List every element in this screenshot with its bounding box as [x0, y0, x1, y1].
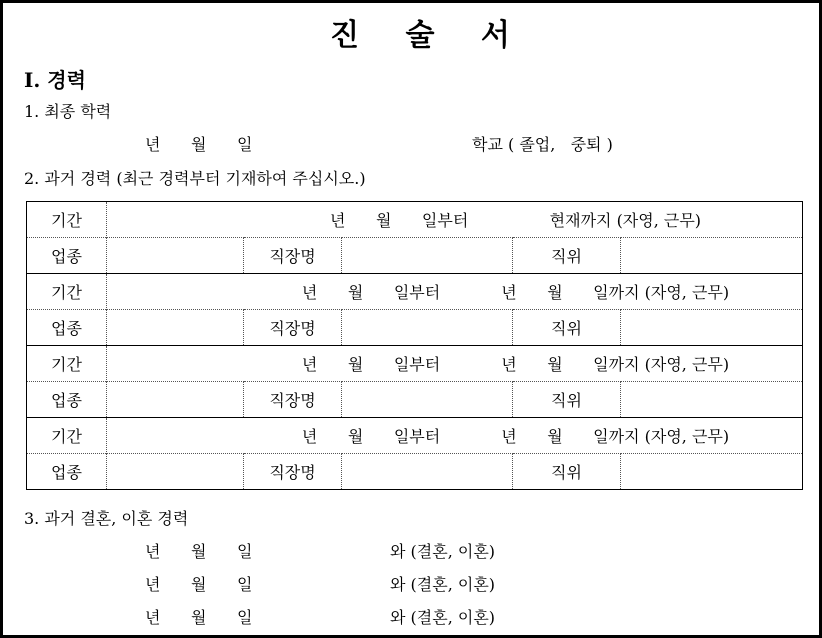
marriage-date-field[interactable]: 년 월 일	[145, 575, 253, 594]
education-school-field[interactable]: 학교 ( 졸업, 중퇴 )	[472, 135, 613, 154]
period-field[interactable]: 년 월 일부터 현재까지 (자영, 근무)	[107, 202, 803, 238]
career-detail-row	[27, 238, 803, 274]
marriage-with-field[interactable]: 와 (결혼, 이혼)	[390, 608, 496, 627]
period-label: 기간	[27, 274, 107, 310]
business-type-label: 업종	[27, 238, 107, 274]
period-label: 기간	[27, 418, 107, 454]
company-name-field[interactable]	[342, 238, 513, 274]
period-field[interactable]: 년 월 일부터 년 월 일까지 (자영, 근무)	[107, 418, 803, 454]
position-label: 직위	[513, 382, 621, 418]
business-type-label: 업종	[27, 310, 107, 346]
period-field[interactable]: 년 월 일부터 년 월 일까지 (자영, 근무)	[107, 346, 803, 382]
business-type-label: 업종	[27, 454, 107, 490]
career-detail-row	[27, 382, 803, 418]
career-period-row	[27, 202, 803, 238]
company-name-field[interactable]	[342, 310, 513, 346]
position-label: 직위	[513, 310, 621, 346]
company-name-label: 직장명	[244, 382, 342, 418]
career-period-row	[27, 418, 803, 454]
company-name-label: 직장명	[244, 454, 342, 490]
education-date-field[interactable]: 년 월 일	[145, 135, 253, 154]
position-label: 직위	[513, 454, 621, 490]
career-table	[26, 201, 803, 490]
item-final-education-label: 1. 최종 학력	[24, 102, 112, 121]
item-marriage-history-label: 3. 과거 결혼, 이혼 경력	[24, 509, 189, 528]
position-field[interactable]	[621, 382, 803, 418]
company-name-field[interactable]	[342, 454, 513, 490]
section-heading-career: I. 경력	[24, 68, 86, 92]
career-detail-row	[27, 454, 803, 490]
position-label: 직위	[513, 238, 621, 274]
marriage-date-field[interactable]: 년 월 일	[145, 542, 253, 561]
period-label: 기간	[27, 346, 107, 382]
business-type-field[interactable]	[107, 310, 244, 346]
position-field[interactable]	[621, 454, 803, 490]
career-period-row	[27, 274, 803, 310]
marriage-with-field[interactable]: 와 (결혼, 이혼)	[390, 575, 496, 594]
career-detail-row	[27, 310, 803, 346]
position-field[interactable]	[621, 310, 803, 346]
business-type-field[interactable]	[107, 238, 244, 274]
company-name-field[interactable]	[342, 382, 513, 418]
career-period-row	[27, 346, 803, 382]
period-field[interactable]: 년 월 일부터 년 월 일까지 (자영, 근무)	[107, 274, 803, 310]
marriage-date-field[interactable]: 년 월 일	[145, 608, 253, 627]
business-type-field[interactable]	[107, 454, 244, 490]
period-label: 기간	[27, 202, 107, 238]
company-name-label: 직장명	[244, 310, 342, 346]
business-type-field[interactable]	[107, 382, 244, 418]
marriage-with-field[interactable]: 와 (결혼, 이혼)	[390, 542, 496, 561]
item-past-career-label: 2. 과거 경력 (최근 경력부터 기재하여 주십시오.)	[24, 169, 366, 188]
business-type-label: 업종	[27, 382, 107, 418]
company-name-label: 직장명	[244, 238, 342, 274]
document-title: 진 술 서	[330, 18, 528, 53]
position-field[interactable]	[621, 238, 803, 274]
